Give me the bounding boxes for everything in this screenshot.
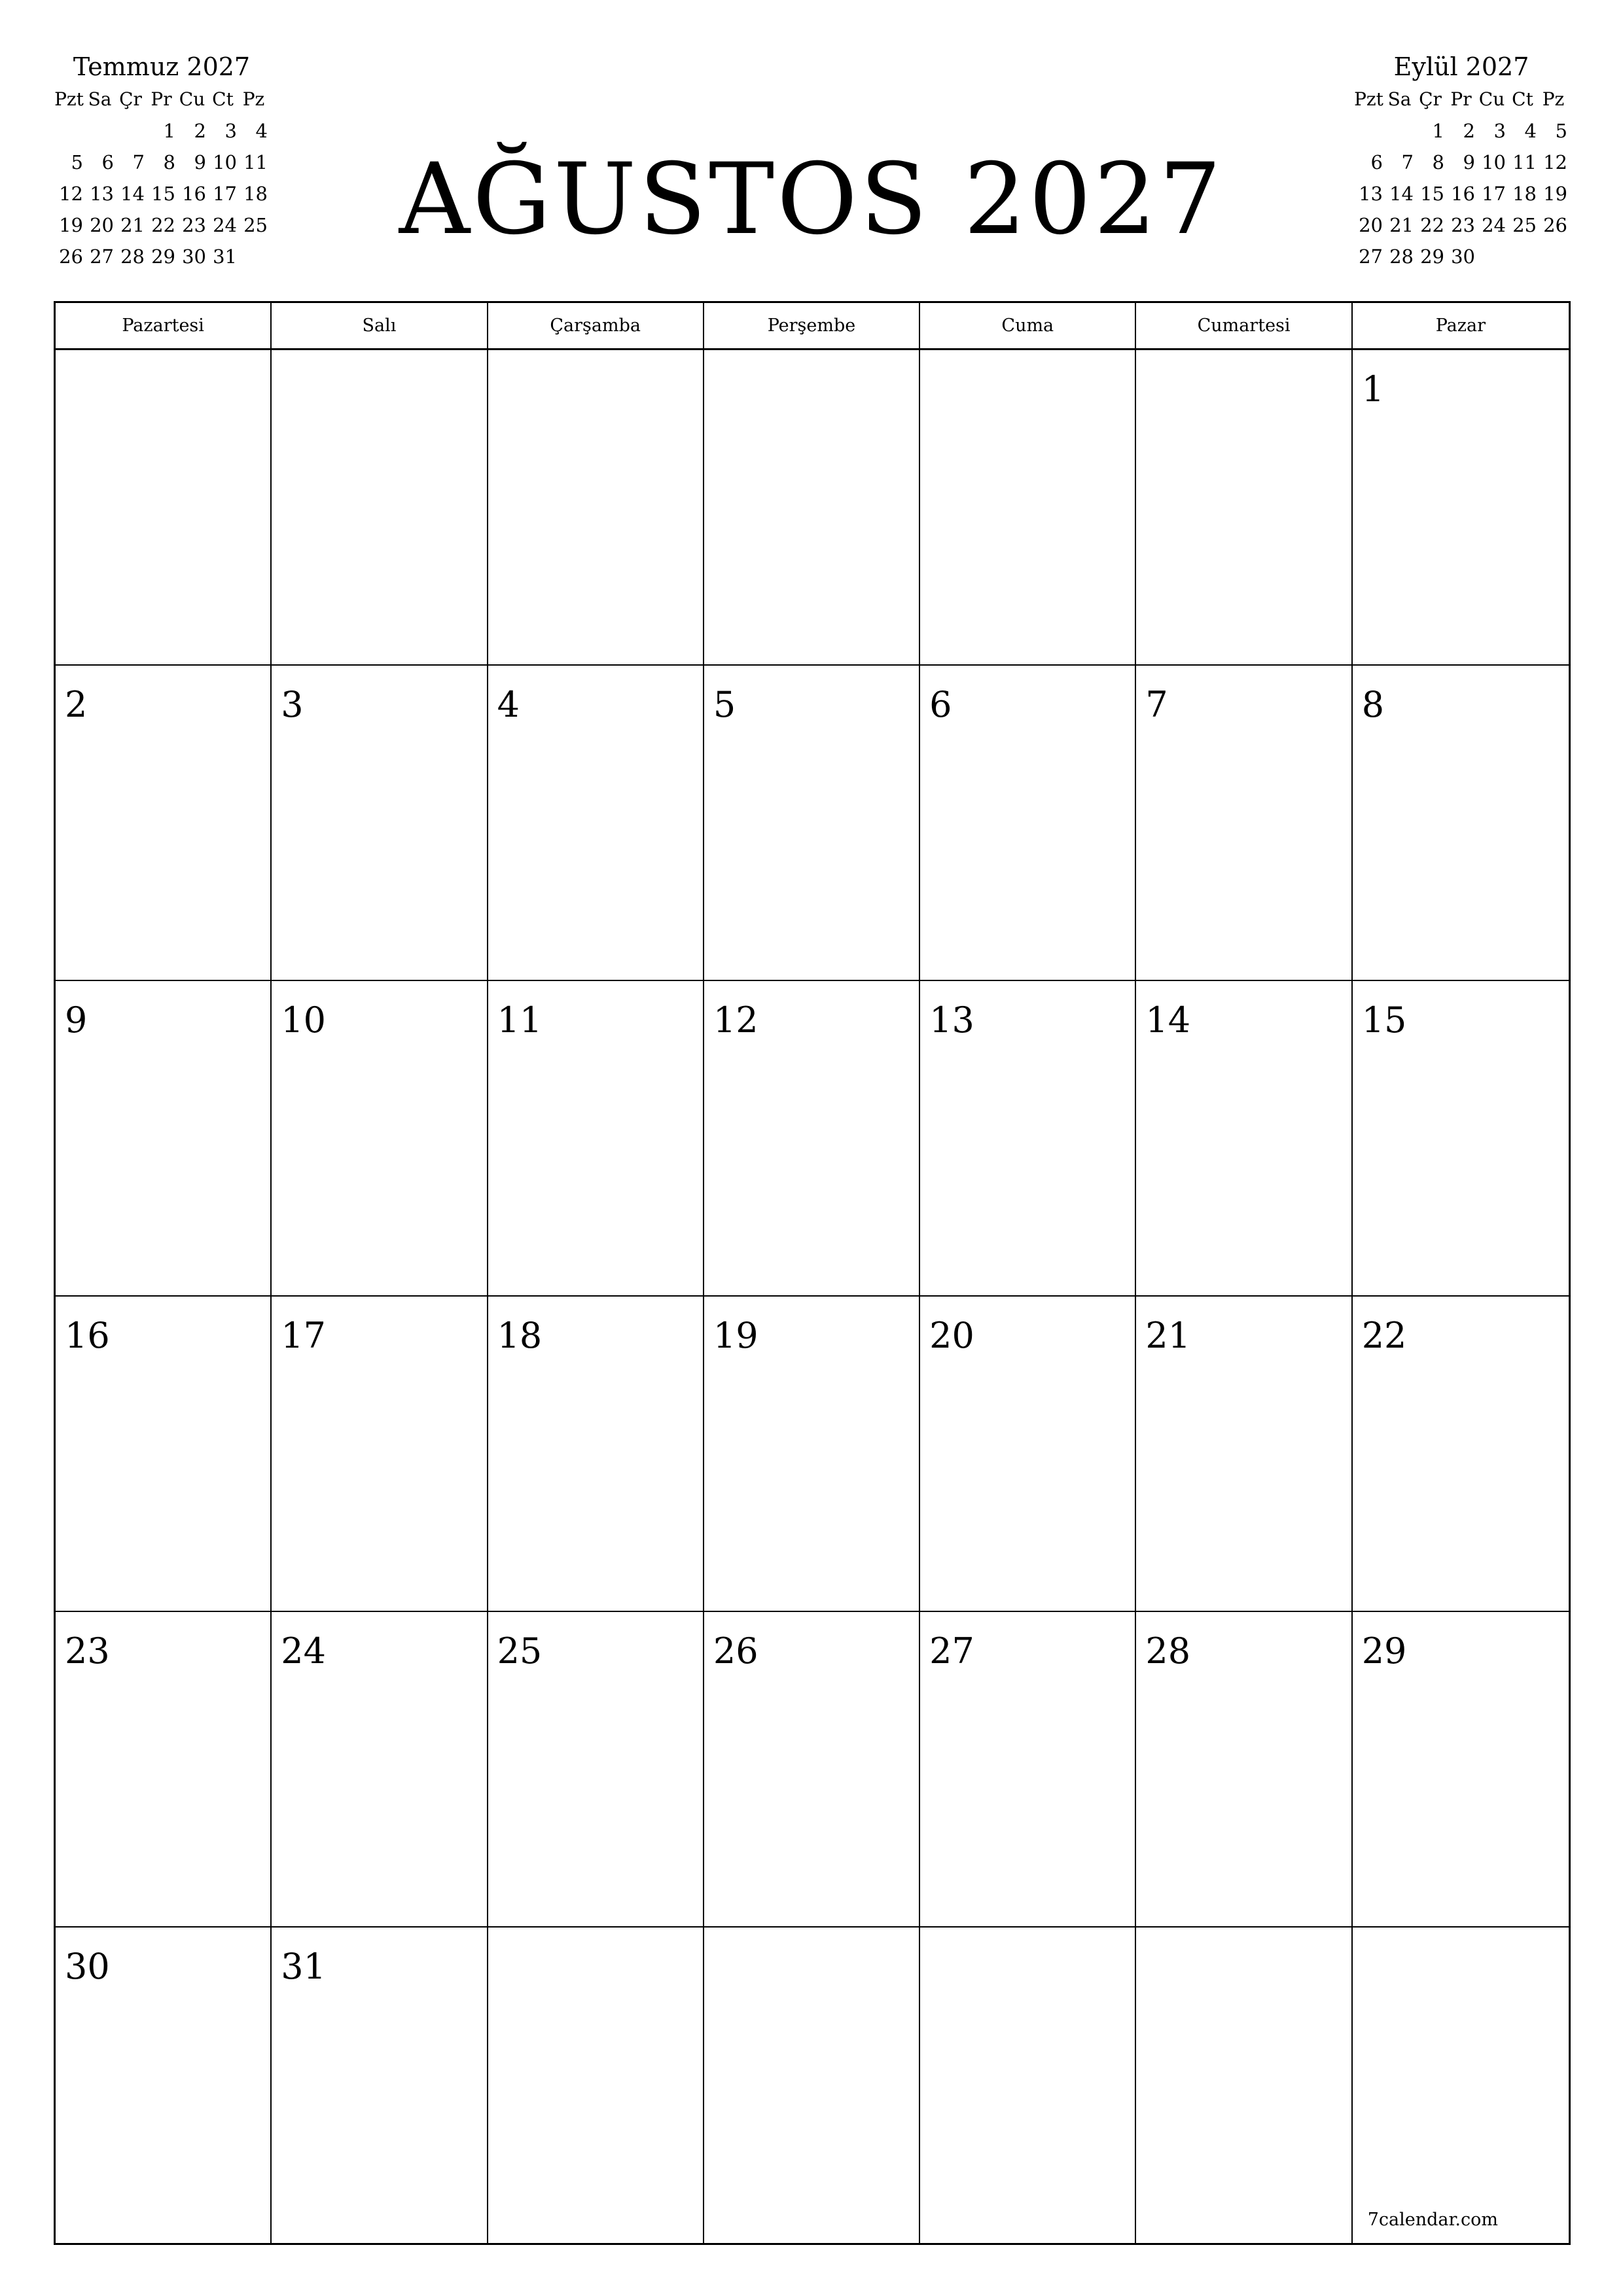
day-number: 4	[497, 684, 520, 725]
day-number: 1	[1361, 368, 1385, 410]
mini-day: 30	[1451, 245, 1475, 268]
mini-day: 8	[163, 151, 175, 173]
day-number: 11	[497, 999, 543, 1041]
mini-weekday-label: Çr	[1419, 88, 1442, 110]
day-cell	[272, 1928, 488, 2243]
day-cell	[1353, 666, 1569, 981]
mini-weekday-label: Ct	[1512, 88, 1533, 110]
mini-day	[115, 115, 146, 147]
mini-day: 21	[1389, 214, 1414, 236]
mini-day	[238, 241, 269, 272]
day-cell	[920, 666, 1136, 981]
mini-day: 1	[1432, 120, 1444, 142]
day-cell	[272, 981, 488, 1297]
day-cell	[56, 1612, 272, 1928]
mini-day: 23	[182, 214, 206, 236]
mini-day: 24	[1482, 214, 1506, 236]
mini-day: 13	[90, 183, 114, 205]
mini-day	[54, 115, 84, 147]
mini-day: 14	[120, 183, 145, 205]
prev-month-mini-calendar	[54, 51, 270, 272]
mini-day: 26	[59, 245, 83, 268]
mini-day: 15	[1420, 183, 1444, 205]
mini-day: 14	[1389, 183, 1414, 205]
day-number: 9	[65, 999, 88, 1041]
weekday-header: Pazar	[1435, 315, 1486, 336]
mini-day: 21	[120, 214, 145, 236]
day-number: 12	[713, 999, 758, 1041]
mini-day: 25	[243, 214, 268, 236]
day-number: 14	[1145, 999, 1191, 1041]
day-number: 6	[929, 684, 952, 725]
weekday-header: Çarşamba	[488, 303, 704, 348]
day-cell	[704, 1297, 920, 1612]
day-cell	[488, 666, 704, 981]
mini-day: 19	[59, 214, 83, 236]
day-cell	[1136, 981, 1352, 1297]
mini-weekday-label: Pz	[1542, 88, 1565, 110]
day-cell	[56, 666, 272, 981]
mini-day: 17	[213, 183, 237, 205]
mini-day: 13	[1359, 183, 1383, 205]
day-cell	[56, 1928, 272, 2243]
mini-day: 18	[1512, 183, 1537, 205]
month-calendar-grid	[54, 301, 1571, 2245]
mini-day: 15	[151, 183, 175, 205]
day-cell	[704, 1612, 920, 1928]
day-number: 21	[1145, 1315, 1191, 1356]
day-number: 16	[65, 1315, 110, 1356]
mini-day: 5	[71, 151, 83, 173]
mini-day: 2	[1463, 120, 1475, 142]
next-month-grid	[1353, 84, 1569, 272]
day-number: 19	[713, 1315, 758, 1356]
day-cell	[1136, 1928, 1352, 2243]
day-cell	[1353, 1612, 1569, 1928]
mini-day: 10	[213, 151, 237, 173]
day-cell	[272, 666, 488, 981]
day-number: 23	[65, 1630, 110, 1672]
mini-day: 30	[182, 245, 206, 268]
mini-day: 3	[224, 120, 237, 142]
day-number: 7	[1145, 684, 1168, 725]
mini-day	[1384, 115, 1415, 147]
mini-day: 27	[90, 245, 114, 268]
mini-day: 2	[194, 120, 206, 142]
mini-weekday-label: Sa	[88, 88, 112, 110]
mini-day: 28	[1389, 245, 1414, 268]
mini-day: 6	[101, 151, 114, 173]
day-cell	[488, 1297, 704, 1612]
day-number: 5	[713, 684, 736, 725]
day-number: 15	[1361, 999, 1407, 1041]
day-cell	[920, 350, 1136, 666]
day-cell	[920, 1928, 1136, 2243]
mini-day: 8	[1432, 151, 1444, 173]
mini-weekday-label: Ct	[212, 88, 234, 110]
mini-day	[1538, 241, 1569, 272]
day-cell	[56, 350, 272, 666]
day-cell	[704, 350, 920, 666]
footer-website: 7calendar.com	[1367, 2210, 1498, 2230]
day-number: 18	[497, 1315, 543, 1356]
mini-day: 7	[132, 151, 145, 173]
day-number: 27	[929, 1630, 974, 1672]
day-cell	[272, 350, 488, 666]
mini-day: 28	[120, 245, 145, 268]
day-cell	[272, 1297, 488, 1612]
mini-day: 5	[1555, 120, 1567, 142]
day-cell	[704, 981, 920, 1297]
day-number: 17	[281, 1315, 326, 1356]
weekday-header-row	[56, 303, 1569, 350]
day-number: 28	[1145, 1630, 1191, 1672]
day-cell	[704, 666, 920, 981]
day-number: 2	[65, 684, 88, 725]
mini-day: 9	[194, 151, 206, 173]
mini-day: 1	[163, 120, 175, 142]
mini-weekday-label: Cu	[179, 88, 205, 110]
day-cell	[488, 1928, 704, 2243]
day-number: 13	[929, 999, 974, 1041]
prev-month-grid	[54, 84, 270, 272]
mini-day: 4	[1524, 120, 1537, 142]
day-cell	[920, 1612, 1136, 1928]
prev-month-title: Temmuz 2027	[73, 52, 251, 81]
day-cell	[1353, 1297, 1569, 1612]
mini-weekday-label: Sa	[1387, 88, 1412, 110]
day-cell	[56, 1297, 272, 1612]
day-number: 29	[1361, 1630, 1407, 1672]
mini-day: 10	[1482, 151, 1506, 173]
mini-weekday-label: Pr	[151, 88, 172, 110]
mini-weekday-label: Pzt	[54, 88, 84, 110]
day-cell	[488, 350, 704, 666]
mini-day: 29	[1420, 245, 1444, 268]
mini-weekday-label: Çr	[119, 88, 142, 110]
mini-day: 22	[151, 214, 175, 236]
mini-day: 12	[59, 183, 83, 205]
weekday-header: Cumartesi	[1136, 303, 1352, 348]
day-number: 3	[281, 684, 304, 725]
day-cell	[704, 1928, 920, 2243]
mini-day: 20	[90, 214, 114, 236]
mini-day: 11	[243, 151, 268, 173]
mini-day: 4	[255, 120, 268, 142]
mini-day: 3	[1493, 120, 1506, 142]
day-cell	[56, 981, 272, 1297]
mini-day: 29	[151, 245, 175, 268]
mini-day: 22	[1420, 214, 1444, 236]
day-number: 8	[1361, 684, 1385, 725]
day-number: 31	[281, 1946, 326, 1987]
day-number: 25	[497, 1630, 543, 1672]
day-cell	[272, 1612, 488, 1928]
day-cell	[488, 1612, 704, 1928]
mini-day	[1507, 241, 1538, 272]
day-number: 24	[281, 1630, 326, 1672]
next-month-mini-calendar	[1353, 51, 1569, 272]
mini-day	[1476, 241, 1507, 272]
calendar-weeks	[56, 350, 1569, 2243]
mini-day: 16	[182, 183, 206, 205]
day-number: 20	[929, 1315, 974, 1356]
mini-weekday-label: Pzt	[1354, 88, 1383, 110]
mini-weekday-label: Pr	[1450, 88, 1472, 110]
mini-day	[84, 115, 115, 147]
day-cell	[920, 981, 1136, 1297]
day-cell	[1353, 350, 1569, 666]
day-cell	[1136, 1297, 1352, 1612]
mini-day: 19	[1543, 183, 1567, 205]
day-cell	[1136, 1612, 1352, 1928]
mini-day: 12	[1543, 151, 1567, 173]
mini-day: 23	[1451, 214, 1475, 236]
day-cell	[1353, 981, 1569, 1297]
mini-weekday-label: Pz	[242, 88, 265, 110]
mini-day: 9	[1463, 151, 1475, 173]
weekday-header: Cuma	[920, 303, 1136, 348]
day-number: 30	[65, 1946, 110, 1987]
weekday-header: Perşembe	[704, 303, 920, 348]
page-title: AĞUSTOS 2027	[399, 143, 1224, 257]
day-number: 26	[713, 1630, 758, 1672]
mini-day	[1353, 115, 1384, 147]
mini-weekday-label: Cu	[1478, 88, 1505, 110]
day-number: 22	[1361, 1315, 1407, 1356]
mini-day: 31	[213, 245, 237, 268]
mini-day: 20	[1359, 214, 1383, 236]
day-cell	[1353, 1928, 1569, 2243]
day-cell	[1136, 350, 1352, 666]
day-cell	[1136, 666, 1352, 981]
day-cell	[488, 981, 704, 1297]
mini-day: 7	[1401, 151, 1414, 173]
mini-day: 18	[243, 183, 268, 205]
mini-day: 6	[1370, 151, 1383, 173]
mini-day: 11	[1512, 151, 1537, 173]
mini-day: 26	[1543, 214, 1567, 236]
weekday-header: Pazartesi	[56, 303, 272, 348]
mini-day: 17	[1482, 183, 1506, 205]
mini-day: 16	[1451, 183, 1475, 205]
mini-day: 27	[1359, 245, 1383, 268]
next-month-title: Eylül 2027	[1393, 52, 1529, 81]
mini-day: 25	[1512, 214, 1537, 236]
mini-day: 24	[213, 214, 237, 236]
day-number: 10	[281, 999, 326, 1041]
weekday-header: Salı	[272, 303, 488, 348]
day-cell	[920, 1297, 1136, 1612]
